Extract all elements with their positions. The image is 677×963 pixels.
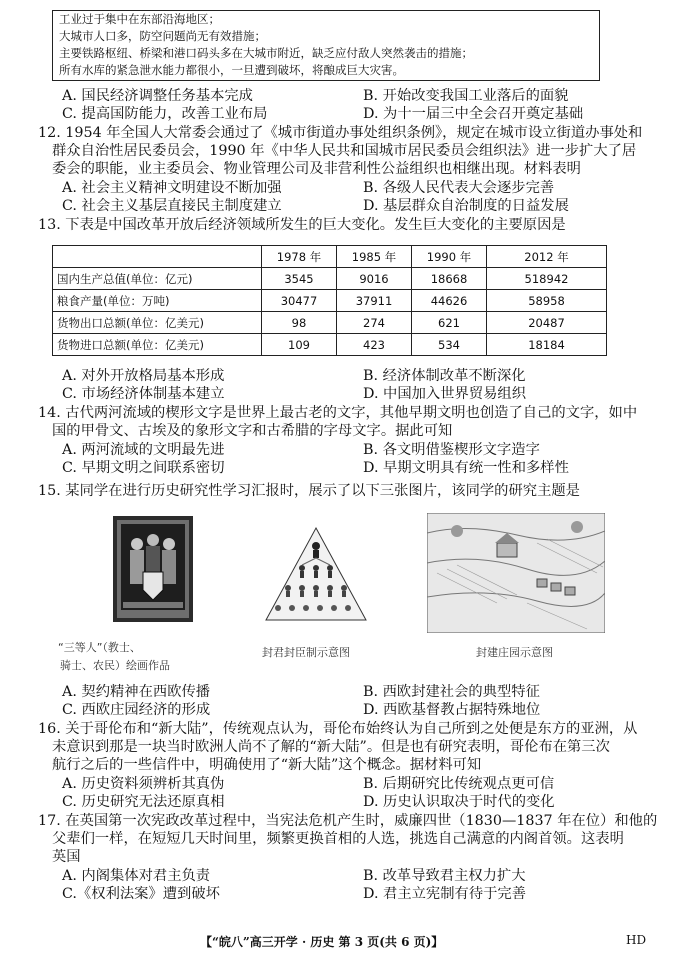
material-line: 大城市人口多，防空问题尚无有效措施；: [59, 29, 266, 43]
q15-option-c[interactable]: C. 西欧庄园经济的形成: [62, 702, 211, 718]
q15-option-a[interactable]: A. 契约精神在西欧传播: [62, 684, 211, 700]
q13-stem: 13. 下表是中国改革开放后经济领域所发生的巨大变化。发生巨大变化的主要原因是: [38, 217, 566, 233]
table-header-row: [53, 246, 607, 268]
q13-option-c[interactable]: C. 市场经济体制基本建立: [62, 386, 225, 402]
three-estates-painting: [113, 516, 193, 622]
material-box-q11: [52, 10, 600, 81]
picture2-caption: 封君封臣制示意图: [262, 646, 350, 659]
q12-stem-line: 群众自治性居民委员会，1990 年《中华人民共和国城市居民委员会组织法》进一步扩大了居: [52, 143, 637, 159]
q17-option-a[interactable]: A. 内阁集体对君主负责: [62, 868, 211, 884]
row-label: 国内生产总值(单位：亿元): [53, 268, 262, 290]
table-cell: 518942: [487, 268, 607, 290]
picture1-caption-line: 骑士、农民）绘画作品: [60, 659, 170, 672]
table-header-cell: 1990 年: [412, 246, 487, 268]
q15-option-b[interactable]: B. 西欧封建社会的典型特征: [363, 684, 540, 700]
table-cell: 534: [412, 334, 487, 356]
table-cell: 37911: [337, 290, 412, 312]
q16-stem-line: 16. 关于哥伦布和“新大陆”，传统观点认为，哥伦布始终认为自己所到之处便是东方的亚洲，从: [38, 721, 638, 737]
q15-option-d[interactable]: D. 西欧基督教占据特殊地位: [363, 702, 541, 718]
q12-option-d[interactable]: D. 基层群众自治制度的日益发展: [363, 198, 569, 214]
picture1-caption-line: “三等人”（教士、: [58, 641, 141, 654]
q11-option-b[interactable]: B. 开始改变我国工业落后的面貌: [363, 88, 569, 104]
page-footer: 【“皖八”高三开学 · 历史 第 3 页(共 6 页)】: [200, 935, 444, 949]
q14-option-b[interactable]: B. 各文明借鉴楔形文字造字: [363, 442, 540, 458]
q13-option-d[interactable]: D. 中国加入世界贸易组织: [363, 386, 527, 402]
q17-option-d[interactable]: D. 君主立宪制有待于完善: [363, 886, 527, 902]
table-cell: 18184: [487, 334, 607, 356]
q17-stem-line: 英国: [52, 849, 81, 865]
material-line: 工业过于集中在东部沿海地区；: [59, 12, 220, 26]
table-header-cell: 1978 年: [262, 246, 337, 268]
material-line: 所有水库的紧急泄水能力都很小，一旦遭到破坏，将酿成巨大灾害。: [59, 63, 404, 77]
table-row: [53, 312, 607, 334]
table-cell: 20487: [487, 312, 607, 334]
picture3-caption: 封建庄园示意图: [476, 646, 553, 659]
feudal-hierarchy-diagram: [262, 524, 370, 624]
q16-option-a[interactable]: A. 历史资料须辨析其真伪: [62, 776, 225, 792]
q14-option-a[interactable]: A. 两河流域的文明最先进: [62, 442, 225, 458]
table-cell: 58958: [487, 290, 607, 312]
table-cell: 18668: [412, 268, 487, 290]
footer-code: HD: [626, 933, 647, 947]
q12-option-b[interactable]: B. 各级人民代表大会逐步完善: [363, 180, 555, 196]
table-cell: 30477: [262, 290, 337, 312]
q16-stem-line: 未意识到那是一块当时欧洲人尚不了解的“新大陆”。但是也有研究表明，哥伦布在第三次: [52, 739, 610, 755]
q17-stem-line: 父辈们一样，在短短几天时间里，频繁更换首相的人选，挑选自己满意的内阁首领。这表明: [52, 831, 624, 847]
q12-stem-line: 委会的职能，业主委员会、物业管理公司及非营利性公益组织也相继出现。材料表明: [52, 161, 581, 177]
row-label: 货物出口总额(单位：亿美元): [53, 312, 262, 334]
table-corner-cell: [53, 246, 262, 268]
table-cell: 423: [337, 334, 412, 356]
table-cell: 9016: [337, 268, 412, 290]
table-row: [53, 290, 607, 312]
q12-option-c[interactable]: C. 社会主义基层直接民主制度建立: [62, 198, 282, 214]
q13-option-b[interactable]: B. 经济体制改革不断深化: [363, 368, 526, 384]
q11-option-a[interactable]: A. 国民经济调整任务基本完成: [62, 88, 253, 104]
q11-option-c[interactable]: C. 提高国防能力，改善工业布局: [62, 106, 268, 122]
table-cell: 44626: [412, 290, 487, 312]
material-line: 主要铁路枢纽、桥梁和港口码头多在大城市附近，缺乏应付敌人突然袭击的措施；: [59, 46, 473, 60]
q16-option-b[interactable]: B. 后期研究比传统观点更可信: [363, 776, 555, 792]
q16-stem-line: 航行之后的一些信件中，明确使用了“新大陆”这个概念。据材料可知: [52, 757, 482, 773]
q16-option-c[interactable]: C. 历史研究无法还原真相: [62, 794, 225, 810]
q12-stem-line: 12. 1954 年全国人大常委会通过了《城市街道办事处组织条例》，规定在城市设立街道办事处和: [38, 125, 643, 141]
q14-stem-line: 14. 古代两河流域的楔形文字是世界上最古老的文字，其他早期文明也创造了自己的文字，如中: [38, 405, 638, 421]
q14-option-c[interactable]: C. 早期文明之间联系密切: [62, 460, 225, 476]
table-cell: 98: [262, 312, 337, 334]
q14-option-d[interactable]: D. 早期文明具有统一性和多样性: [363, 460, 569, 476]
q12-option-a[interactable]: A. 社会主义精神文明建设不断加强: [62, 180, 282, 196]
q17-option-c[interactable]: C.《权利法案》遭到破坏: [62, 886, 220, 902]
table-row: [53, 334, 607, 356]
table-row: [53, 268, 607, 290]
q13-table: [52, 245, 607, 356]
table-header-cell: 2012 年: [487, 246, 607, 268]
q17-stem-line: 17. 在英国第一次宪政改革过程中，当宪法危机产生时，威廉四世（1830—1837 年在位）和他的: [38, 813, 658, 829]
table-header-cell: 1985 年: [337, 246, 412, 268]
q11-option-d[interactable]: D. 为十一届三中全会召开奠定基础: [363, 106, 584, 122]
q13-option-a[interactable]: A. 对外开放格局基本形成: [62, 368, 225, 384]
row-label: 粮食产量(单位：万吨): [53, 290, 262, 312]
q17-option-b[interactable]: B. 改革导致君主权力扩大: [363, 868, 526, 884]
table-cell: 3545: [262, 268, 337, 290]
table-cell: 109: [262, 334, 337, 356]
manor-diagram: [427, 513, 605, 633]
table-cell: 274: [337, 312, 412, 334]
q16-option-d[interactable]: D. 历史认识取决于时代的变化: [363, 794, 555, 810]
q15-stem: 15. 某同学在进行历史研究性学习汇报时，展示了以下三张图片，该同学的研究主题是: [38, 483, 580, 499]
q14-stem-line: 国的甲骨文、古埃及的象形文字和古希腊的字母文字。据此可知: [52, 423, 453, 439]
table-cell: 621: [412, 312, 487, 334]
row-label: 货物进口总额(单位：亿美元): [53, 334, 262, 356]
